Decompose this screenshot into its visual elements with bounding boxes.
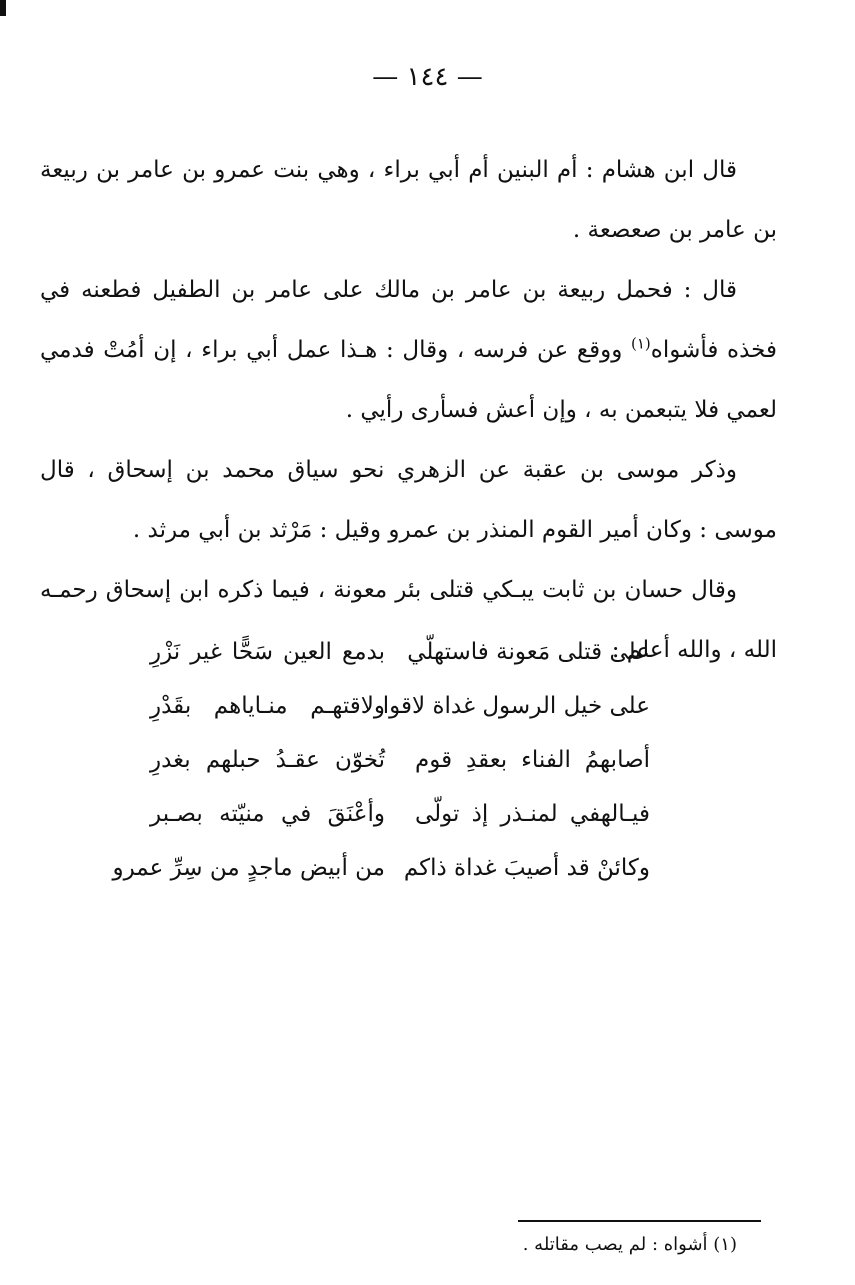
verse-second-hemistich: وأعْنَقَ في منيّته بصـبر <box>150 801 385 827</box>
verse-first-hemistich: وكائنْ قد أصيبَ غداة ذاكم <box>403 855 650 881</box>
footnote: (١) أشواه : لم يصب مقاتله . <box>522 1234 737 1255</box>
paragraph <box>40 260 777 440</box>
poem-verse <box>150 787 650 841</box>
paragraph: وقال حسان بن ثابت يبـكي قتلى بئر معونة ، فيما ذكره ابن إسحاق رحمـه الله ، والله أعلم : <box>40 577 777 663</box>
page-number: — ١٤٤ — <box>372 62 483 92</box>
poem-verse <box>112 841 650 895</box>
footnote-divider <box>518 1220 761 1222</box>
paragraph: وذكر موسى بن عقبة عن الزهري نحو سياق محمد بن إسحاق ، قال موسى : وكان أمير القوم المنذر بن عمرو وقيل : مَرْثد بن أبي مرثد . <box>40 457 777 543</box>
verse-second-hemistich: تُخوّن عقـدُ حبلهم بغدرِ <box>150 747 385 773</box>
verse-first-hemistich: فيـالهفي لمنـذر إذ تولّى <box>415 801 650 827</box>
poem-verse <box>150 733 650 787</box>
verse-second-hemistich: ولاقتهـم منـاياهم بقَدْرِ <box>150 693 385 719</box>
verse-first-hemistich: على قتلى مَعونة فاستهلّي <box>407 639 650 665</box>
paragraph-text-continued: ووقع عن فرسه ، وقال : هـذا عمل أبي براء ، إن أمُتْ فدمي لعمي فلا يتبعمن به ، وإن أعش فسأرى رأيي . <box>40 337 777 423</box>
verse-second-hemistich: بدمع العين سَحًّا غير نَزْرِ <box>150 639 385 665</box>
footnote-reference: (١) <box>630 334 651 353</box>
verse-first-hemistich: على خيل الرسول غداة لاقوا <box>382 693 650 719</box>
poem-verse <box>150 679 650 733</box>
verse-second-hemistich: من أبيض ماجدٍ من سِرِّ عمرو <box>112 855 385 881</box>
body-text <box>40 140 777 680</box>
scan-edge-mark <box>0 0 6 16</box>
verse-first-hemistich: أصابهمُ الفناء بعقدِ قوم <box>415 747 650 773</box>
paragraph-text: قال : فحمل ربيعة بن عامر بن مالك على عامر بن الطفيل فطعنه في فخذه فأشواه <box>40 277 777 363</box>
poem-verse <box>150 625 650 679</box>
poem <box>112 625 650 895</box>
paragraph: قال ابن هشام : أم البنين أم أبي براء ، وهي بنت عمرو بن عامر بن ربيعة بن عامر بن صعصعة . <box>40 157 777 243</box>
